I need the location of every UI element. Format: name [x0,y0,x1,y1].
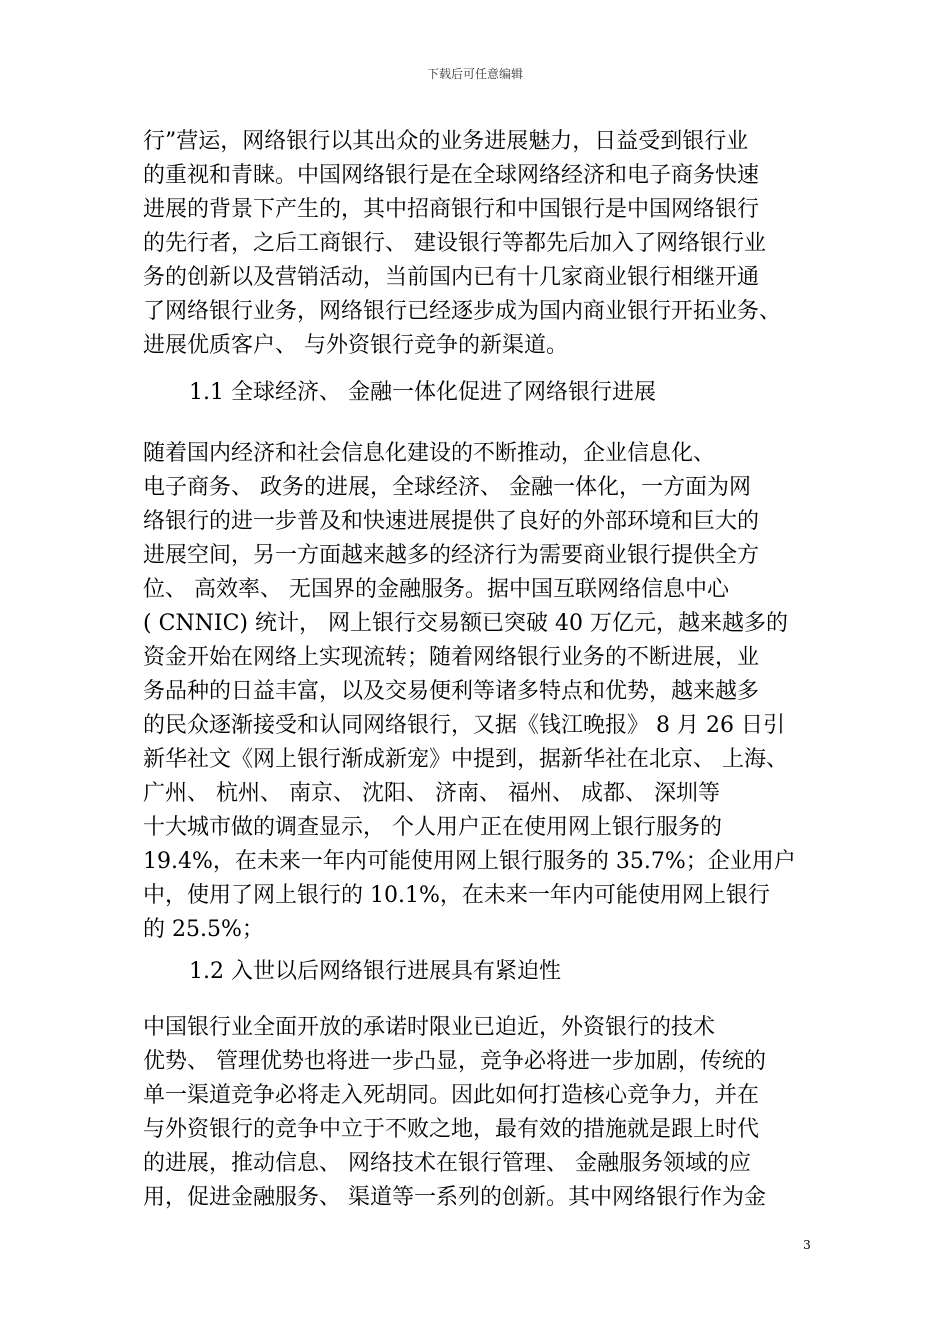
text-line: 的 25.5%； [143,917,264,942]
section-heading-1-2: 1.2 入世以后网络银行进展具有紧迫性 [189,959,561,984]
page-number: 3 [803,1238,811,1252]
paragraph-intro [143,125,811,363]
text-line: 进展的背景下产生的，其中招商银行和中国银行是中国网络银行 [143,197,760,222]
text-line: 资金开始在网络上实现流转；随着网络银行业务的不断进展，业 [143,645,760,670]
page-header: 下载后可任意编辑 [426,67,523,81]
text-line: 中，使用了网上银行的 10.1%，在未来一年内可能使用网上银行 [143,883,770,908]
text-line: 了网络银行业务，网络银行已经逐步成为国内商业银行开拓业务、 [143,299,782,324]
text-line: 的民众逐渐接受和认同网络银行，又据《钱江晚报》 8 月 26 日引 [143,713,785,738]
text-line: 十大城市做的调查显示， 个人用户正在使用网上银行服务的 [143,815,722,840]
text-line: 电子商务、 政务的进展，全球经济、 金融一体化，一方面为网 [143,475,751,500]
text-line: 位、 高效率、 无国界的金融服务。据中国互联网络信息中心 [143,577,729,602]
text-line: 广州、 杭州、 南京、 沈阳、 济南、 福州、 成都、 深圳等 [143,781,720,806]
text-line: 单一渠道竞争必将走入死胡同。因此如何打造核心竞争力，并在 [143,1083,760,1108]
section-heading-1-1: 1.1 全球经济、 金融一体化促进了网络银行进展 [189,380,656,405]
text-line: 中国银行业全面开放的承诺时限业已迫近，外资银行的技术 [143,1015,716,1040]
text-line: 的进展，推动信息、 网络技术在银行管理、 金融服务领域的应 [143,1151,751,1176]
text-line: 务品种的日益丰富，以及交易便利等诸多特点和优势，越来越多 [143,679,760,704]
text-line: 用，促进金融服务、 渠道等一系列的创新。其中网络银行作为金 [143,1185,766,1210]
text-line: 的重视和青睐。中国网络银行是在全球网络经济和电子商务快速 [143,163,760,188]
paragraph-global-economy [143,437,811,947]
text-line: ( CNNIC) 统计， 网上银行交易额已突破 40 万亿元，越来越多的 [143,611,788,636]
text-line: 进展空间，另一方面越来越多的经济行为需要商业银行提供全方 [143,543,760,568]
text-line: 行”营运，网络银行以其出众的业务进展魅力，日益受到银行业 [143,129,749,154]
text-line: 19.4%，在未来一年内可能使用网上银行服务的 35.7%；企业用户 [143,849,796,874]
text-line: 的先行者，之后工商银行、 建设银行等都先后加入了网络银行业 [143,231,766,256]
text-line: 新华社文《网上银行渐成新宠》中提到，据新华社在北京、 上海、 [143,747,788,772]
text-line: 务的创新以及营销活动，当前国内已有十几家商业银行相继开通 [143,265,760,290]
text-line: 络银行的进一步普及和快速进展提供了良好的外部环境和巨大的 [143,509,760,534]
paragraph-wto-urgency [143,1011,811,1215]
text-line: 进展优质客户、 与外资银行竞争的新渠道。 [143,333,568,358]
text-line: 与外资银行的竞争中立于不败之地，最有效的措施就是跟上时代 [143,1117,760,1142]
text-line: 随着国内经济和社会信息化建设的不断推动，企业信息化、 [143,441,716,466]
text-line: 优势、 管理优势也将进一步凸显，竞争必将进一步加剧，传统的 [143,1049,766,1074]
